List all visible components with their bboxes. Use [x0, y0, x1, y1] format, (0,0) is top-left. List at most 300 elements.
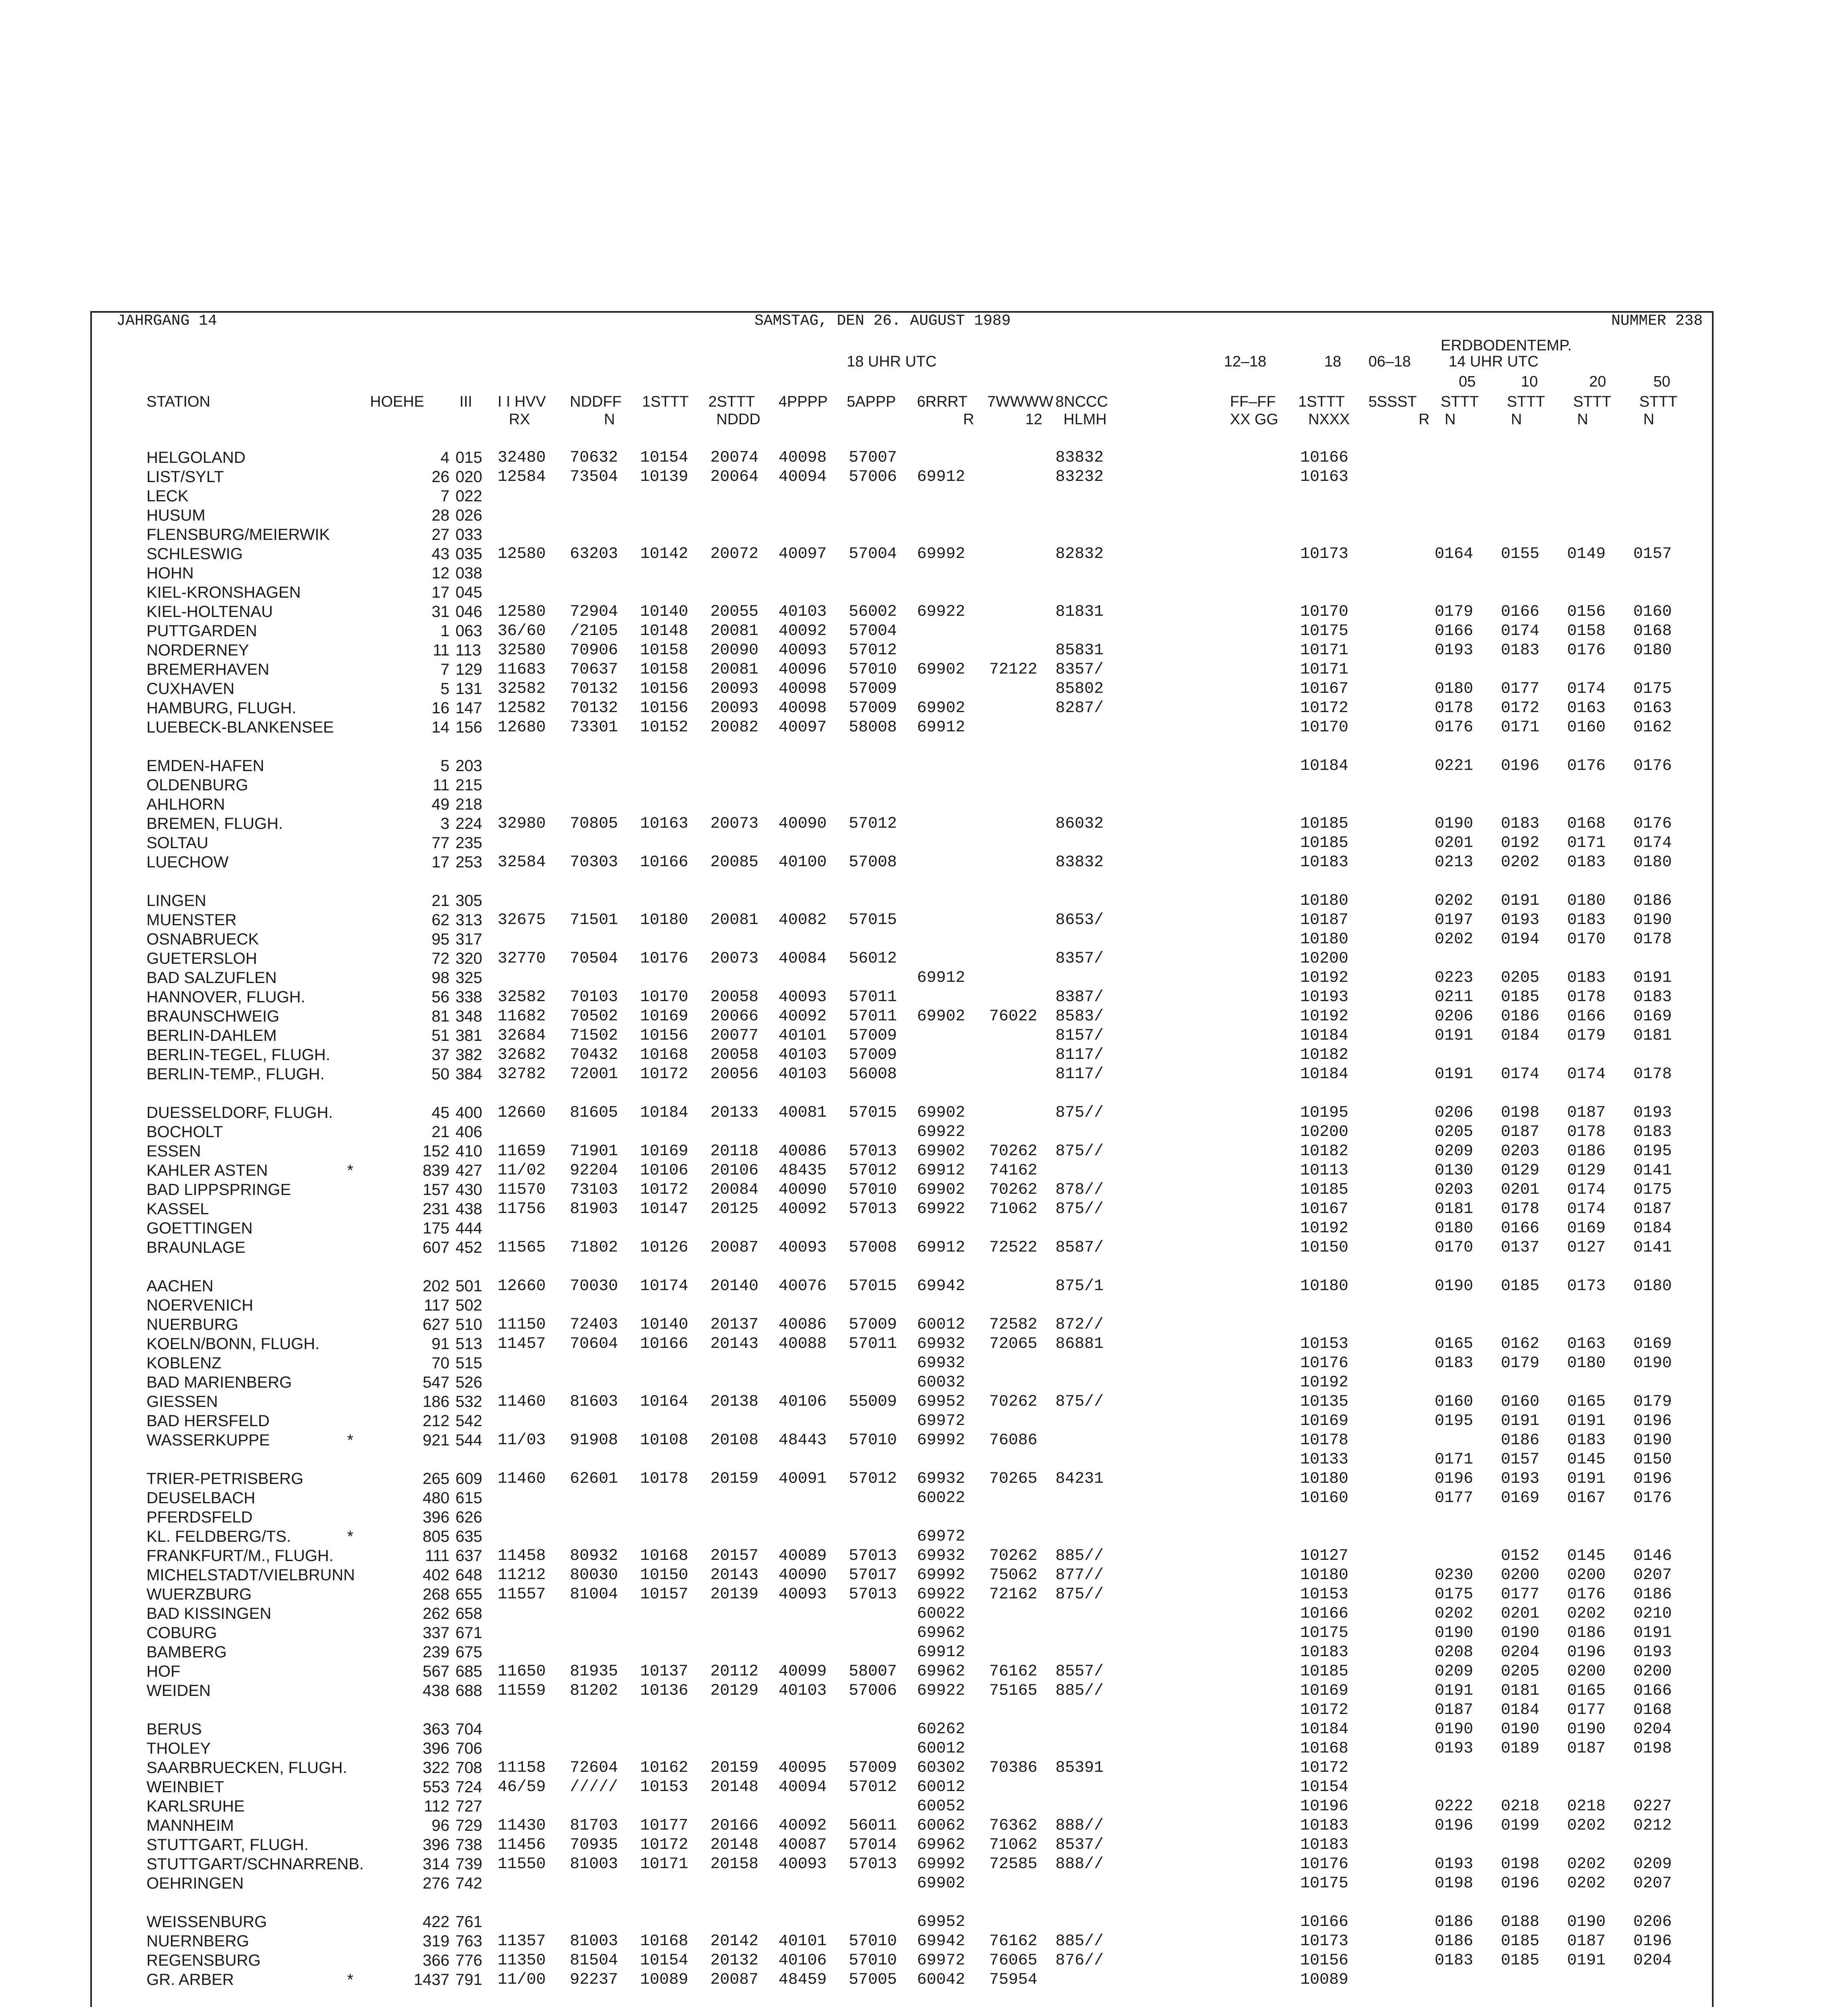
bergstation-mark: * [347, 1431, 354, 1449]
value-v3: 10156 [640, 680, 689, 698]
table-row [96, 1297, 1698, 1316]
value-v3: 10166 [640, 853, 689, 871]
value-v9: 878// [1055, 1181, 1104, 1199]
value-v3: 10140 [640, 603, 689, 621]
value-v1: 32582 [498, 680, 546, 698]
value-e10: 0166 [1501, 1219, 1540, 1238]
value-v9: 86032 [1055, 815, 1104, 833]
value-e50: 0187 [1633, 1200, 1672, 1218]
value-e50: 0181 [1633, 1027, 1672, 1045]
table-row [96, 1316, 1698, 1335]
table-row [96, 1759, 1698, 1778]
table-row [96, 1258, 1698, 1277]
value-v6: 57011 [849, 1008, 897, 1026]
station-number: 382 [455, 1046, 482, 1064]
value-v11: 10173 [1300, 1932, 1349, 1950]
station-name: WEINBIET [146, 1778, 224, 1796]
value-v2: 70805 [570, 815, 618, 833]
station-height: 212 [423, 1412, 449, 1430]
value-v2: 72904 [570, 603, 618, 621]
value-v4: 20148 [710, 1778, 759, 1796]
value-e10: 0181 [1501, 1682, 1540, 1700]
value-v6: 57013 [849, 1586, 897, 1604]
value-e20: 0156 [1567, 603, 1606, 621]
hdr-s13: N [1643, 411, 1655, 428]
value-v8: 70262 [989, 1393, 1038, 1411]
value-v11: 10171 [1300, 641, 1349, 660]
value-v6: 57014 [849, 1836, 897, 1854]
bergstation-mark: * [347, 1971, 354, 1989]
value-e05: 0165 [1435, 1335, 1474, 1353]
table-row [96, 526, 1698, 545]
value-v4: 20159 [710, 1759, 759, 1777]
value-e50: 0180 [1633, 853, 1672, 871]
value-v6: 57013 [849, 1547, 897, 1565]
station-height: 81 [431, 1008, 449, 1025]
station-height: 7 [440, 661, 449, 678]
value-e50: 0191 [1633, 1624, 1672, 1642]
value-v5: 40090 [779, 1566, 827, 1584]
table-row [96, 892, 1698, 911]
value-e20: 0174 [1567, 1200, 1606, 1218]
value-v1: 11212 [498, 1566, 546, 1584]
value-e20: 0163 [1567, 1335, 1606, 1353]
value-v1: 32684 [498, 1027, 546, 1045]
table-row [96, 1566, 1698, 1586]
value-v11: 10154 [1300, 1778, 1349, 1796]
value-v1: 46/59 [498, 1778, 546, 1796]
value-v5: 48435 [779, 1162, 827, 1180]
value-v5: 40092 [779, 1008, 827, 1026]
value-v3: 10152 [640, 719, 689, 737]
value-v5: 40092 [779, 1200, 827, 1218]
value-e20: 0170 [1567, 930, 1606, 949]
value-v1: 12584 [498, 468, 546, 486]
table-row [96, 1162, 1698, 1181]
hdr-s11: N [1511, 411, 1522, 428]
value-e05: 0230 [1435, 1566, 1474, 1584]
value-v11: 10089 [1300, 1971, 1349, 1989]
value-v3: 10106 [640, 1162, 689, 1180]
value-v2: 81703 [570, 1817, 618, 1835]
station-number: 637 [455, 1547, 482, 1565]
hdr-d50: 50 [1653, 373, 1671, 390]
value-v9: 876// [1055, 1952, 1104, 1970]
value-v4: 20166 [710, 1817, 759, 1835]
value-v4: 20087 [710, 1971, 759, 1989]
value-e50: 0186 [1633, 892, 1672, 910]
value-e20: 0202 [1567, 1605, 1606, 1623]
value-v8: 72122 [989, 661, 1038, 679]
bergstation-mark: * [347, 1528, 354, 1545]
station-number: 038 [455, 564, 482, 582]
value-e20: 0163 [1567, 699, 1606, 717]
station-height: 26 [431, 468, 449, 486]
value-v1: 32782 [498, 1065, 546, 1083]
value-e50: 0195 [1633, 1142, 1672, 1160]
value-v7: 69962 [917, 1836, 966, 1854]
table-row [96, 1740, 1698, 1759]
value-v8: 72065 [989, 1335, 1038, 1353]
value-e50: 0204 [1633, 1952, 1672, 1970]
value-v1: 32682 [498, 1046, 546, 1064]
value-e05: 0179 [1435, 603, 1474, 621]
value-v2: 81003 [570, 1855, 618, 1873]
value-v1: 12580 [498, 603, 546, 621]
value-v6: 57010 [849, 1952, 897, 1970]
value-v4: 20148 [710, 1836, 759, 1854]
value-v8: 70262 [989, 1181, 1038, 1199]
value-v2: 70637 [570, 661, 618, 679]
station-name: BRAUNLAGE [146, 1239, 246, 1256]
table-row [96, 1720, 1698, 1740]
station-name: BERLIN-TEMP., FLUGH. [146, 1065, 325, 1083]
value-v11: 10166 [1300, 1913, 1349, 1931]
value-e10: 0184 [1501, 1701, 1540, 1719]
value-v11: 10176 [1300, 1855, 1349, 1873]
value-v1: 11682 [498, 1008, 546, 1026]
value-v11: 10176 [1300, 1354, 1349, 1372]
value-v11: 10180 [1300, 1470, 1349, 1488]
station-height: 480 [423, 1489, 449, 1507]
hdr-c14: STTT [1507, 393, 1545, 410]
station-number: 381 [455, 1027, 482, 1044]
value-v9: 83232 [1055, 468, 1104, 486]
value-v9: 875// [1055, 1200, 1104, 1218]
value-v6: 57013 [849, 1200, 897, 1218]
value-v1: 11557 [498, 1586, 546, 1604]
station-number: 033 [455, 526, 482, 543]
value-v5: 40098 [779, 699, 827, 717]
value-v2: 92237 [570, 1971, 618, 1989]
value-v1: 32584 [498, 853, 546, 871]
table-row [96, 603, 1698, 622]
value-v11: 10184 [1300, 757, 1349, 775]
value-e20: 0145 [1567, 1547, 1606, 1565]
station-height: 5 [440, 757, 449, 775]
value-e05: 0190 [1435, 815, 1474, 833]
value-v3: 10169 [640, 1142, 689, 1160]
value-e20: 0177 [1567, 1701, 1606, 1719]
value-e10: 0192 [1501, 834, 1540, 852]
value-v5: 48443 [779, 1431, 827, 1449]
station-name: AHLHORN [146, 796, 225, 813]
station-height: 31 [431, 603, 449, 621]
station-height: 17 [431, 584, 449, 601]
value-e50: 0146 [1633, 1547, 1672, 1565]
station-height: 98 [431, 969, 449, 987]
value-v4: 20138 [710, 1393, 759, 1411]
value-e05: 0193 [1435, 1740, 1474, 1758]
station-name: FLENSBURG/MEIERWIK [146, 526, 330, 543]
value-v11: 10178 [1300, 1431, 1349, 1449]
value-v2: 81903 [570, 1200, 618, 1218]
station-name: CUXHAVEN [146, 680, 235, 698]
value-e20: 0129 [1567, 1162, 1606, 1180]
station-name: REGENSBURG [146, 1952, 261, 1969]
value-e10: 0166 [1501, 603, 1540, 621]
hdr-s2: N [604, 411, 615, 428]
value-v11: 10192 [1300, 1374, 1349, 1392]
value-v7: 60022 [917, 1489, 966, 1507]
hdr-c3: 1STTT [642, 393, 689, 410]
value-v6: 57009 [849, 1046, 897, 1064]
value-e10: 0188 [1501, 1913, 1540, 1931]
value-v11: 10182 [1300, 1046, 1349, 1064]
value-e10: 0205 [1501, 969, 1540, 987]
value-v9: 82832 [1055, 545, 1104, 563]
value-v3: 10150 [640, 1566, 689, 1584]
value-v3: 10108 [640, 1431, 689, 1449]
hdr-c5: 4PPPP [779, 393, 828, 410]
value-v7: 69972 [917, 1952, 966, 1970]
station-height: 96 [431, 1817, 449, 1834]
hdr-d05: 05 [1459, 373, 1476, 390]
station-number: 729 [455, 1817, 482, 1834]
value-e50: 0141 [1633, 1162, 1672, 1180]
value-v3: 10172 [640, 1836, 689, 1854]
value-e10: 0204 [1501, 1643, 1540, 1661]
hdr-erdboden: ERDBODENTEMP. [1441, 337, 1572, 354]
value-v7: 69922 [917, 1123, 966, 1141]
station-height: 7 [440, 487, 449, 505]
value-v5: 40096 [779, 661, 827, 679]
station-name: KL. FELDBERG/TS. [146, 1528, 291, 1545]
value-v4: 20081 [710, 661, 759, 679]
value-e20: 0165 [1567, 1393, 1606, 1411]
value-v6: 57012 [849, 815, 897, 833]
value-v2: 72604 [570, 1759, 618, 1777]
value-e05: 0166 [1435, 622, 1474, 640]
value-v11: 10185 [1300, 815, 1349, 833]
value-e05: 0170 [1435, 1239, 1474, 1257]
value-v3: 10168 [640, 1932, 689, 1950]
table-row [96, 1374, 1698, 1393]
value-v11: 10169 [1300, 1412, 1349, 1430]
value-v1: 12580 [498, 545, 546, 563]
value-v7: 69902 [917, 661, 966, 679]
station-number: 738 [455, 1836, 482, 1854]
value-v11: 10184 [1300, 1027, 1349, 1045]
table-row [96, 1836, 1698, 1855]
value-v4: 20090 [710, 641, 759, 660]
value-v9: 8117/ [1055, 1065, 1104, 1083]
station-number: 675 [455, 1643, 482, 1661]
value-e05: 0208 [1435, 1643, 1474, 1661]
value-v7: 60022 [917, 1605, 966, 1623]
station-number: 035 [455, 545, 482, 563]
table-row [96, 1277, 1698, 1297]
value-v5: 40103 [779, 1046, 827, 1064]
value-e10: 0198 [1501, 1855, 1540, 1873]
value-v9: 885// [1055, 1932, 1104, 1950]
value-v5: 40094 [779, 468, 827, 486]
value-v6: 57012 [849, 1162, 897, 1180]
station-number: 147 [455, 699, 482, 717]
value-v1: 11350 [498, 1952, 546, 1970]
value-v1: 32582 [498, 988, 546, 1006]
value-v7: 69912 [917, 468, 966, 486]
value-v5: 40103 [779, 603, 827, 621]
value-v4: 20055 [710, 603, 759, 621]
value-v2: 70502 [570, 1008, 618, 1026]
value-e20: 0183 [1567, 969, 1606, 987]
value-e20: 0180 [1567, 892, 1606, 910]
value-v9: 8537/ [1055, 1836, 1104, 1854]
station-height: 231 [423, 1200, 449, 1218]
table-row [96, 1508, 1698, 1528]
value-e50: 0209 [1633, 1855, 1672, 1873]
value-v11: 10180 [1300, 1566, 1349, 1584]
station-name: NORDERNEY [146, 641, 249, 659]
value-v4: 20058 [710, 988, 759, 1006]
table-row [96, 1643, 1698, 1663]
value-e10: 0190 [1501, 1720, 1540, 1738]
station-height: 839 [423, 1162, 449, 1179]
value-v4: 20132 [710, 1952, 759, 1970]
value-v3: 10154 [640, 449, 689, 467]
station-number: 218 [455, 796, 482, 813]
value-v3: 10139 [640, 468, 689, 486]
station-number: 384 [455, 1065, 482, 1083]
station-height: 28 [431, 507, 449, 524]
station-name: MICHELSTADT/VIELBRUNN [146, 1566, 355, 1584]
station-number: 513 [455, 1335, 482, 1353]
value-e20: 0178 [1567, 988, 1606, 1006]
value-e20: 0183 [1567, 911, 1606, 929]
value-v8: 70262 [989, 1547, 1038, 1565]
value-v1: 11565 [498, 1239, 546, 1257]
value-v3: 10154 [640, 1952, 689, 1970]
station-name: KARLSRUHE [146, 1797, 245, 1815]
value-e05: 0206 [1435, 1008, 1474, 1026]
station-number: 727 [455, 1797, 482, 1815]
value-e05: 0187 [1435, 1701, 1474, 1719]
value-e50: 0196 [1633, 1412, 1672, 1430]
value-v1: 11460 [498, 1470, 546, 1488]
value-e50: 0186 [1633, 1586, 1672, 1604]
value-v7: 69902 [917, 1142, 966, 1160]
station-name: GUETERSLOH [146, 950, 257, 967]
value-v1: 12582 [498, 699, 546, 717]
hdr-c2: NDDFF [570, 393, 622, 410]
table-row [96, 1932, 1698, 1952]
table-row [96, 1817, 1698, 1836]
value-v8: 74162 [989, 1162, 1038, 1180]
value-v5: 40081 [779, 1104, 827, 1122]
value-e20: 0187 [1567, 1104, 1606, 1122]
station-name: DUESSELDORF, FLUGH. [146, 1104, 333, 1122]
value-v5: 40097 [779, 545, 827, 563]
value-v7: 69972 [917, 1412, 966, 1430]
value-v6: 57013 [849, 1142, 897, 1160]
value-e10: 0201 [1501, 1181, 1540, 1199]
station-number: 532 [455, 1393, 482, 1411]
value-e50: 0190 [1633, 911, 1672, 929]
value-e50: 0193 [1633, 1643, 1672, 1661]
value-e05: 0191 [1435, 1027, 1474, 1045]
value-v5: 40098 [779, 449, 827, 467]
value-e10: 0185 [1501, 1277, 1540, 1295]
value-v7: 69932 [917, 1335, 966, 1353]
value-v3: 10180 [640, 911, 689, 929]
table-row [96, 1528, 1698, 1547]
value-v3: 10157 [640, 1586, 689, 1604]
station-name: BREMERHAVEN [146, 661, 269, 678]
value-e50: 0169 [1633, 1335, 1672, 1353]
value-v7: 69912 [917, 1239, 966, 1257]
value-v11: 10185 [1300, 1181, 1349, 1199]
value-v2: 71502 [570, 1027, 618, 1045]
value-v11: 10127 [1300, 1547, 1349, 1565]
value-v4: 20143 [710, 1566, 759, 1584]
value-v6: 57009 [849, 1027, 897, 1045]
value-v2: 70132 [570, 680, 618, 698]
station-number: 791 [455, 1971, 482, 1989]
value-v1: 11756 [498, 1200, 546, 1218]
hdr-c16: STTT [1639, 393, 1677, 410]
value-e05: 0190 [1435, 1720, 1474, 1738]
value-e50: 0207 [1633, 1875, 1672, 1893]
value-e10: 0129 [1501, 1162, 1540, 1180]
value-v7: 60052 [917, 1797, 966, 1816]
value-v3: 10163 [640, 815, 689, 833]
station-height: 37 [431, 1046, 449, 1064]
station-height: 45 [431, 1104, 449, 1122]
value-v5: 40106 [779, 1952, 827, 1970]
station-height: 27 [431, 526, 449, 543]
station-number: 724 [455, 1778, 482, 1796]
table-row [96, 449, 1698, 468]
station-number: 317 [455, 930, 482, 948]
value-v1: 32770 [498, 950, 546, 968]
value-e20: 0202 [1567, 1817, 1606, 1835]
station-name: OEHRINGEN [146, 1875, 244, 1892]
value-e05: 0177 [1435, 1489, 1474, 1507]
table-row [96, 1586, 1698, 1605]
station-height: 3 [440, 815, 449, 833]
hdr-s8: NXXX [1308, 411, 1350, 428]
value-v6: 56008 [849, 1065, 897, 1083]
value-v11: 10192 [1300, 1008, 1349, 1026]
value-e20: 0171 [1567, 834, 1606, 852]
value-v4: 20073 [710, 950, 759, 968]
station-name: LUECHOW [146, 853, 229, 871]
station-name: BERLIN-DAHLEM [146, 1027, 277, 1044]
value-v2: 73301 [570, 719, 618, 737]
value-e10: 0160 [1501, 1393, 1540, 1411]
value-v4: 20133 [710, 1104, 759, 1122]
value-v7: 69952 [917, 1393, 966, 1411]
hdr-c4: 2STTT [708, 393, 755, 410]
station-name: HUSUM [146, 507, 205, 524]
station-height: 11 [433, 641, 449, 659]
table-row [96, 1894, 1698, 1913]
value-e20: 0149 [1567, 545, 1606, 563]
station-height: 547 [423, 1374, 449, 1391]
value-v7: 69912 [917, 969, 966, 987]
station-height: 627 [423, 1316, 449, 1333]
value-v3: 10174 [640, 1277, 689, 1295]
value-e20: 0200 [1567, 1663, 1606, 1681]
value-v5: 40088 [779, 1335, 827, 1353]
table-row [96, 1682, 1698, 1701]
value-v11: 10200 [1300, 1123, 1349, 1141]
station-name: WEIDEN [146, 1682, 211, 1700]
value-v7: 69932 [917, 1547, 966, 1565]
hdr-hoehe: HOEHE [370, 393, 425, 410]
value-e50: 0175 [1633, 680, 1672, 698]
